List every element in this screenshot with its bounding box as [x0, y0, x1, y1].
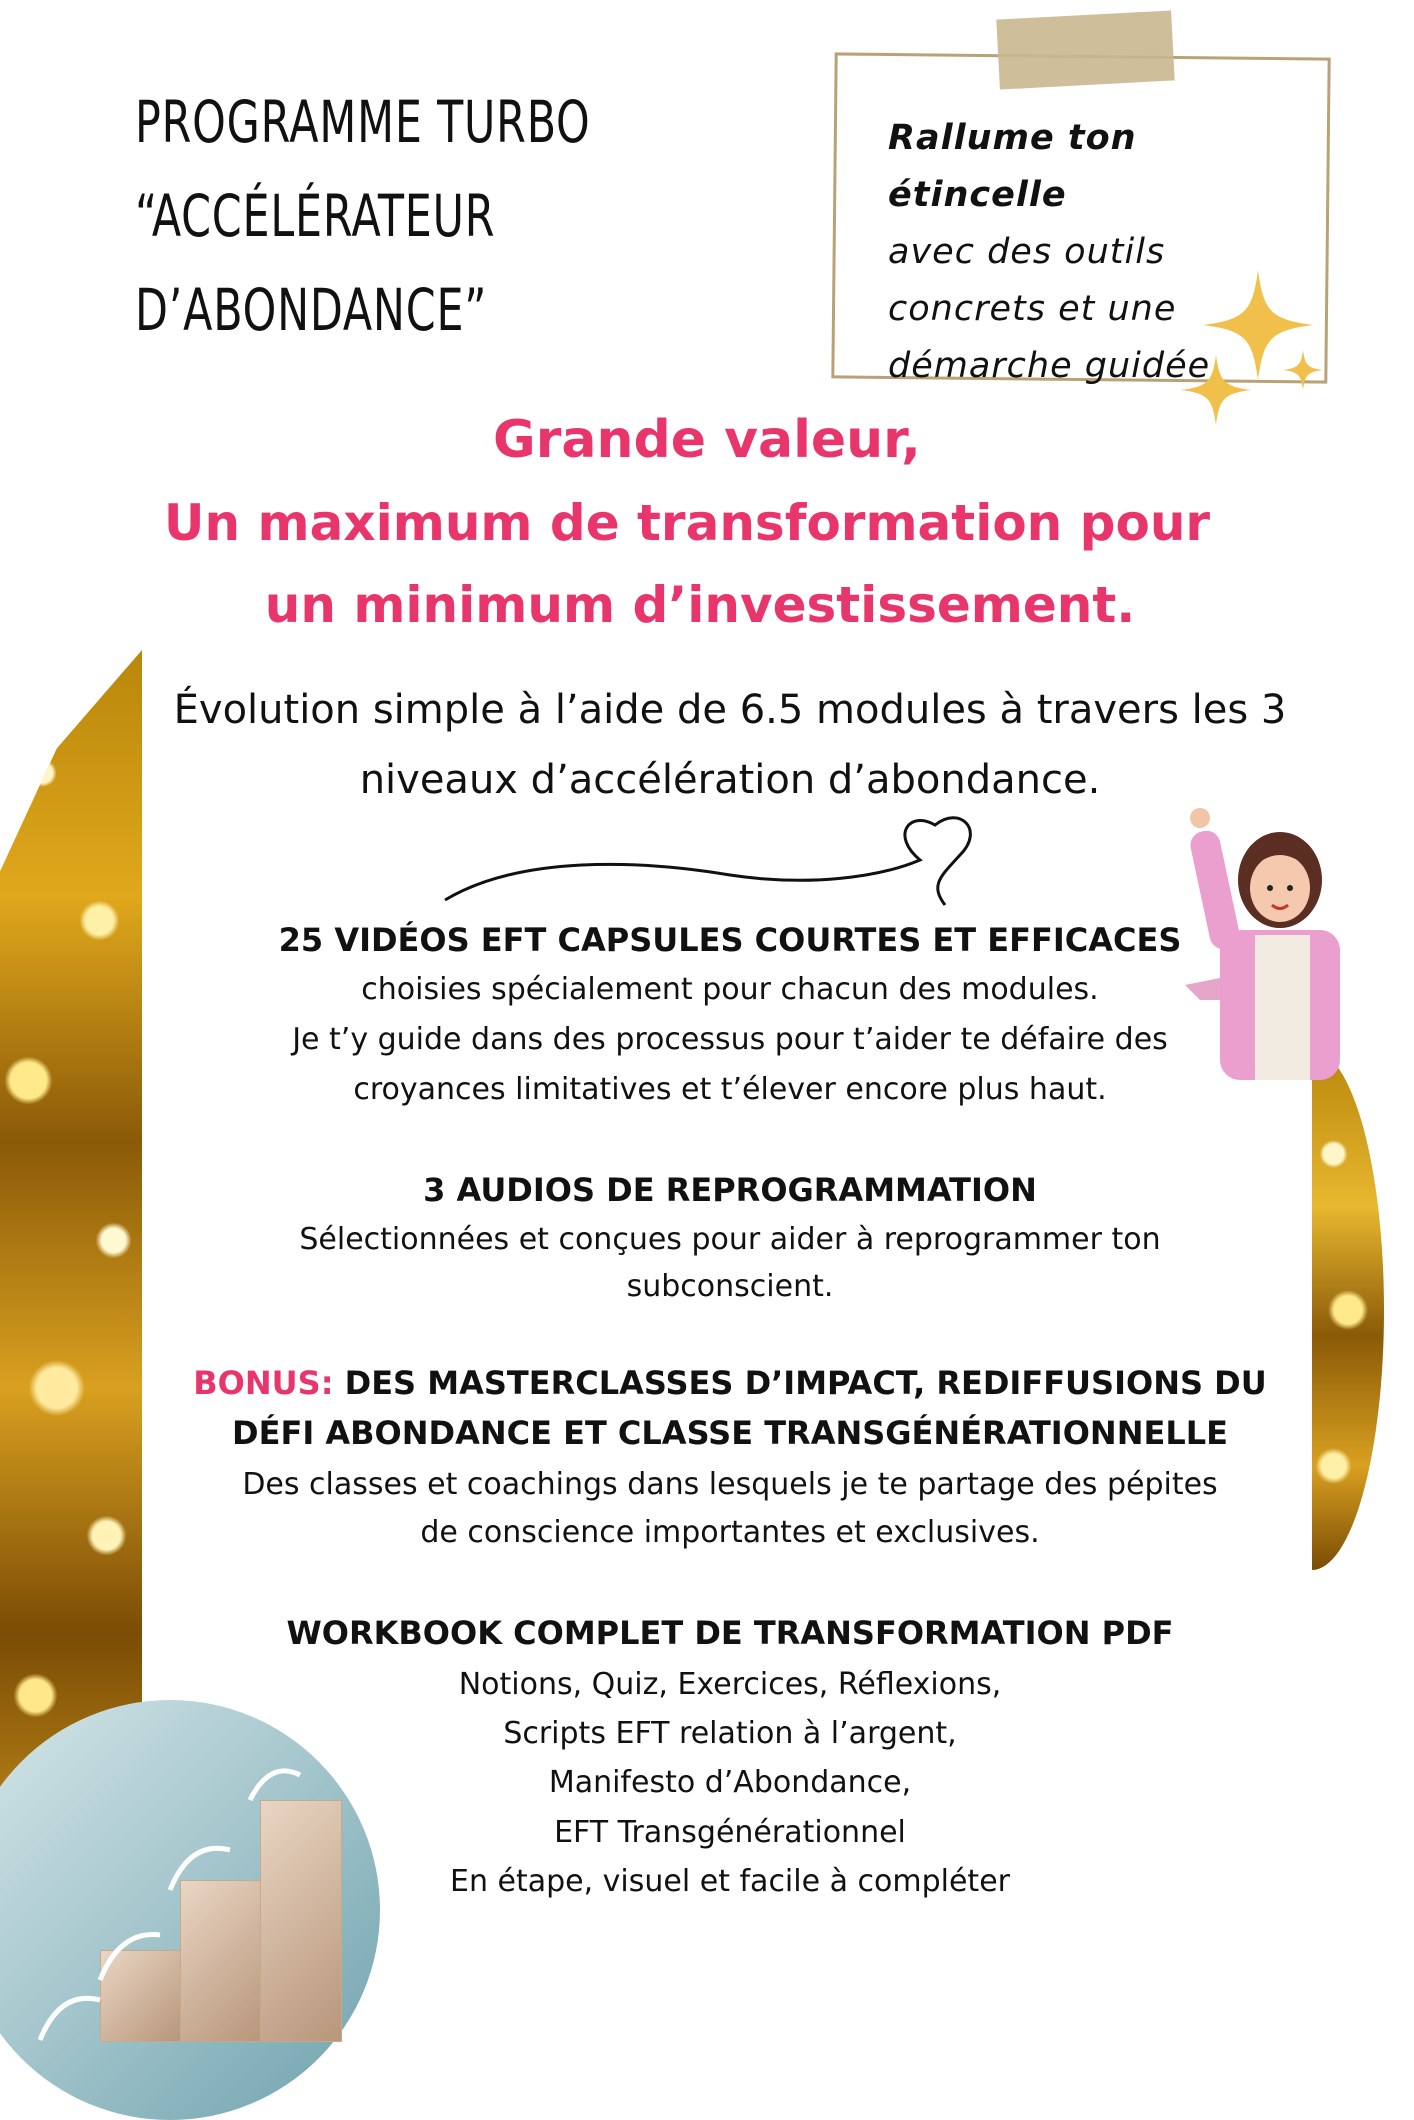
videos-line-2: Je t’y guide dans des processus pour t’aider te défaire des	[292, 1022, 1168, 1057]
sparkle-tiny-icon	[1283, 350, 1323, 390]
title-line-1: PROGRAMME TURBO	[135, 88, 591, 156]
bonus-label: BONUS:	[193, 1364, 334, 1402]
headline-line-2: Un maximum de transformation pour	[163, 494, 1211, 552]
workbook-line-4: EFT Transgénérationnel	[554, 1815, 906, 1850]
title-line-3: D’ABONDANCE”	[135, 276, 488, 344]
audios-title: 3 AUDIOS DE REPROGRAMMATION	[423, 1171, 1037, 1209]
headline-line-3: un minimum d’investissement.	[264, 576, 1136, 634]
intro-line-2: niveaux d’accélération d’abondance.	[359, 757, 1101, 803]
bonus-title-line-1	[180, 1358, 1280, 1408]
bonus-line-2: de conscience importantes et exclusives.	[420, 1515, 1040, 1550]
workbook-line-3: Manifesto d’Abondance,	[548, 1765, 912, 1800]
bonus-line-1: Des classes et coachings dans lesquels je te partage des pépites	[242, 1467, 1218, 1502]
workbook-line-5: En étape, visuel et facile à compléter	[450, 1864, 1010, 1899]
workbook-line-1: Notions, Quiz, Exercices, Réflexions,	[458, 1667, 1002, 1702]
workbook-line-2: Scripts EFT relation à l’argent,	[503, 1716, 957, 1751]
growth-arrows-icon	[0, 1740, 320, 2060]
gold-bokeh-left	[0, 650, 142, 1880]
note-line-1: avec des outils	[888, 232, 1166, 272]
bonus-title-text: DES MASTERCLASSES D’IMPACT, REDIFFUSIONS DU	[344, 1364, 1267, 1402]
audios-line-1: Sélectionnées et conçues pour aider à reprogrammer ton	[299, 1222, 1161, 1257]
videos-line-1: choisies spécialement pour chacun des modules.	[361, 972, 1099, 1007]
note-line-2: concrets et une	[888, 289, 1177, 329]
gold-bokeh-right	[1312, 1050, 1384, 1570]
bonus-title-line-2: DÉFI ABONDANCE ET CLASSE TRANSGÉNÉRATIONNELLE	[232, 1414, 1228, 1452]
videos-title: 25 VIDÉOS EFT CAPSULES COURTES ET EFFICACES	[278, 921, 1182, 959]
title-line-2: “ACCÉLÉRATEUR	[135, 182, 496, 250]
note-card	[833, 55, 1333, 385]
note-bold-line: Rallume ton étincelle	[888, 118, 1137, 215]
videos-line-3: croyances limitatives et t’élever encore plus haut.	[353, 1072, 1107, 1107]
audios-line-2: subconscient.	[626, 1269, 834, 1304]
workbook-title: WORKBOOK COMPLET DE TRANSFORMATION PDF	[286, 1614, 1174, 1652]
heart-swirl-divider	[440, 805, 1020, 915]
tape-strip	[996, 10, 1174, 89]
intro-line-1: Évolution simple à l’aide de 6.5 modules à travers les 3	[173, 687, 1287, 733]
headline-line-1: Grande valeur,	[493, 410, 921, 470]
note-line-3: démarche guidée.	[888, 346, 1223, 386]
program-title	[135, 75, 591, 357]
